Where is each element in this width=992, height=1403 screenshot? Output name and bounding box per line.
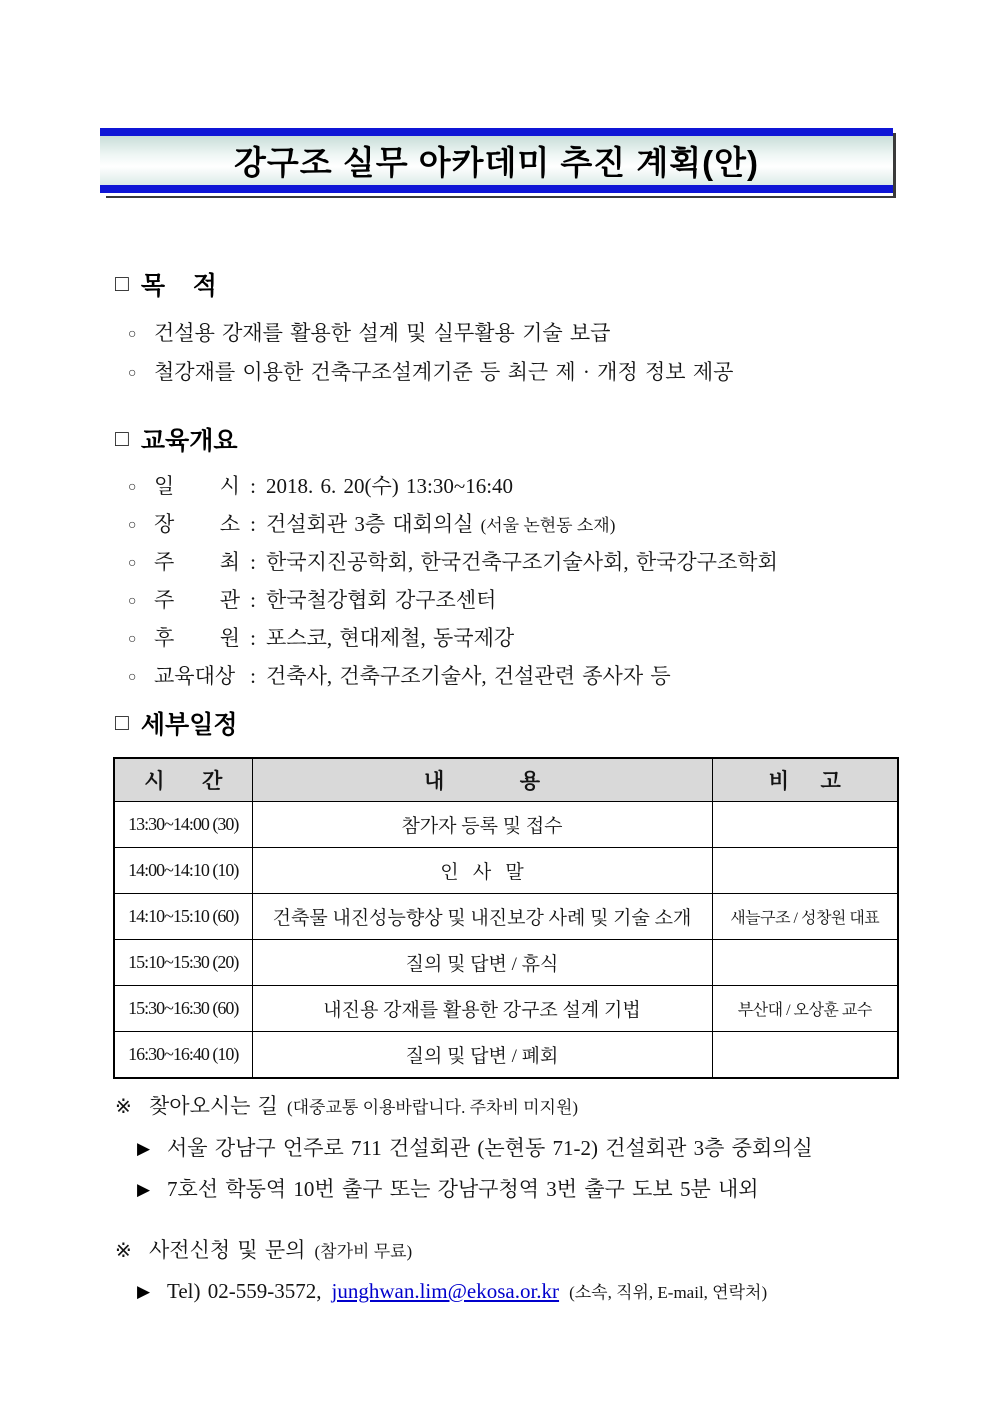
overview-row-value: 건축사, 건축구조기술사, 건설관련 종사자 등 — [266, 664, 671, 688]
schedule-time: 15:30~16:30 (60) — [114, 986, 252, 1032]
section-purpose-heading — [115, 266, 733, 302]
list-item — [137, 1173, 813, 1214]
table-header-row — [114, 758, 898, 802]
section-schedule — [115, 705, 899, 1079]
contact-title-note: (참가비 무료) — [314, 1242, 413, 1261]
overview-row-list — [128, 470, 778, 698]
square-bullet-icon: □ — [115, 709, 129, 735]
schedule-content: 참가자 등록 및 접수 — [252, 802, 712, 848]
schedule-content: 건축물 내진성능향상 및 내진보강 사례 및 기술 소개 — [252, 894, 712, 940]
schedule-time: 13:30~14:00 (30) — [114, 802, 252, 848]
banner-top-bar — [100, 128, 893, 136]
table-row — [114, 940, 898, 986]
contact-title: 사전신청 및 문의 — [149, 1238, 306, 1262]
schedule-remark — [712, 1032, 898, 1079]
schedule-remark: 부산대 / 오상훈 교수 — [712, 986, 898, 1032]
contact-line — [137, 1278, 767, 1322]
purpose-bullet-text: 철강재를 이용한 건축구조설계기준 등 최근 제 · 개정 정보 제공 — [154, 360, 734, 384]
overview-row — [128, 622, 778, 660]
label-colon: : — [250, 512, 256, 536]
table-row — [114, 848, 898, 894]
section-purpose — [115, 266, 733, 395]
banner-body — [100, 136, 893, 185]
table-row — [114, 894, 898, 940]
table-row — [114, 1032, 898, 1079]
overview-row-label: 후 원 — [154, 626, 240, 650]
contact-fields-note: (소속, 직위, E-mail, 연락처) — [569, 1283, 768, 1302]
square-bullet-icon: □ — [115, 425, 129, 451]
section-overview — [115, 421, 778, 698]
overview-row — [128, 546, 778, 584]
label-colon: : — [250, 626, 256, 650]
schedule-time: 14:10~15:10 (60) — [114, 894, 252, 940]
arrow-bullet-icon: ▶ — [137, 1282, 151, 1301]
overview-row — [128, 584, 778, 622]
arrow-bullet-icon: ▶ — [137, 1139, 151, 1158]
overview-row-label: 교육대상 — [154, 664, 236, 688]
circle-bullet-icon: ○ — [128, 670, 137, 685]
directions-list — [115, 1132, 813, 1214]
overview-row-value: 건설회관 3층 대회의실 — [266, 512, 474, 536]
directions-title-note: (대중교통 이용바랍니다. 주차비 미지원) — [286, 1098, 579, 1117]
schedule-content: 내진용 강재를 활용한 강구조 설계 기법 — [252, 986, 712, 1032]
list-item — [137, 1132, 813, 1173]
overview-row-label: 일 시 — [154, 474, 240, 498]
section-directions — [115, 1090, 813, 1214]
schedule-table — [113, 757, 899, 1079]
overview-row-value: 한국철강협회 강구조센터 — [266, 588, 497, 612]
schedule-remark — [712, 940, 898, 986]
purpose-bullet-text: 건설용 강재를 활용한 설계 및 실무활용 기술 보급 — [154, 321, 611, 345]
column-header-remark: 비 고 — [712, 758, 898, 802]
schedule-time: 16:30~16:40 (10) — [114, 1032, 252, 1079]
circle-bullet-icon: ○ — [128, 518, 137, 533]
circle-bullet-icon: ○ — [128, 632, 137, 647]
purpose-bullet-list — [128, 317, 733, 395]
label-colon: : — [250, 664, 256, 688]
circle-bullet-icon: ○ — [128, 366, 137, 381]
list-item — [128, 356, 733, 395]
reference-mark-icon: ※ — [115, 1096, 132, 1118]
reference-mark-icon: ※ — [115, 1240, 132, 1262]
label-colon: : — [250, 588, 256, 612]
section-overview-heading — [115, 421, 778, 457]
schedule-time: 15:10~15:30 (20) — [114, 940, 252, 986]
schedule-remark — [712, 848, 898, 894]
overview-row-label: 장 소 — [154, 512, 240, 536]
overview-row-label: 주 최 — [154, 550, 240, 574]
column-header-content: 내 용 — [252, 758, 712, 802]
title-banner — [100, 128, 893, 193]
contact-heading — [115, 1234, 767, 1264]
circle-bullet-icon: ○ — [128, 556, 137, 571]
email-link[interactable]: junghwan.lim@ekosa.or.kr — [331, 1279, 560, 1303]
overview-row-note: (서울 논현동 소재) — [480, 516, 616, 535]
overview-row-value: 2018. 6. 20(수) 13:30~16:40 — [266, 474, 514, 498]
schedule-remark: 새늘구조 / 성창원 대표 — [712, 894, 898, 940]
schedule-content: 질의 및 답변 / 휴식 — [252, 940, 712, 986]
table-row — [114, 802, 898, 848]
section-schedule-title: 세부일정 — [140, 711, 238, 739]
section-contact — [115, 1234, 767, 1322]
phone-number: Tel) 02-559-3572, — [167, 1279, 322, 1303]
circle-bullet-icon: ○ — [128, 594, 137, 609]
overview-row-label: 주 관 — [154, 588, 240, 612]
section-overview-title: 교육개요 — [140, 427, 238, 455]
label-colon: : — [250, 550, 256, 574]
banner-bottom-bar — [100, 185, 893, 193]
square-bullet-icon: □ — [115, 270, 129, 296]
overview-row-value: 한국지진공학회, 한국건축구조기술사회, 한국강구조학회 — [266, 550, 778, 574]
schedule-content: 인 사 말 — [252, 848, 712, 894]
label-colon: : — [250, 474, 256, 498]
overview-row — [128, 660, 778, 698]
overview-row-value: 포스코, 현대제철, 동국제강 — [266, 626, 515, 650]
schedule-time: 14:00~14:10 (10) — [114, 848, 252, 894]
directions-line: 서울 강남구 언주로 711 건설회관 (논현동 71-2) 건설회관 3층 중회의실 — [167, 1136, 813, 1160]
directions-title: 찾아오시는 길 — [149, 1094, 278, 1118]
page-title: 강구조 실무 아카데미 추진 계획(안) — [234, 144, 759, 181]
overview-row — [128, 508, 778, 546]
section-purpose-title: 목 적 — [140, 272, 217, 300]
schedule-remark — [712, 802, 898, 848]
directions-line: 7호선 학동역 10번 출구 또는 강남구청역 3번 출구 도보 5분 내외 — [167, 1177, 759, 1201]
schedule-content: 질의 및 답변 / 폐회 — [252, 1032, 712, 1079]
column-header-time: 시 간 — [114, 758, 252, 802]
directions-heading — [115, 1090, 813, 1120]
table-row — [114, 986, 898, 1032]
circle-bullet-icon: ○ — [128, 480, 137, 495]
arrow-bullet-icon: ▶ — [137, 1180, 151, 1199]
circle-bullet-icon: ○ — [128, 327, 137, 342]
list-item — [128, 317, 733, 356]
overview-row — [128, 470, 778, 508]
section-schedule-heading — [115, 705, 899, 741]
